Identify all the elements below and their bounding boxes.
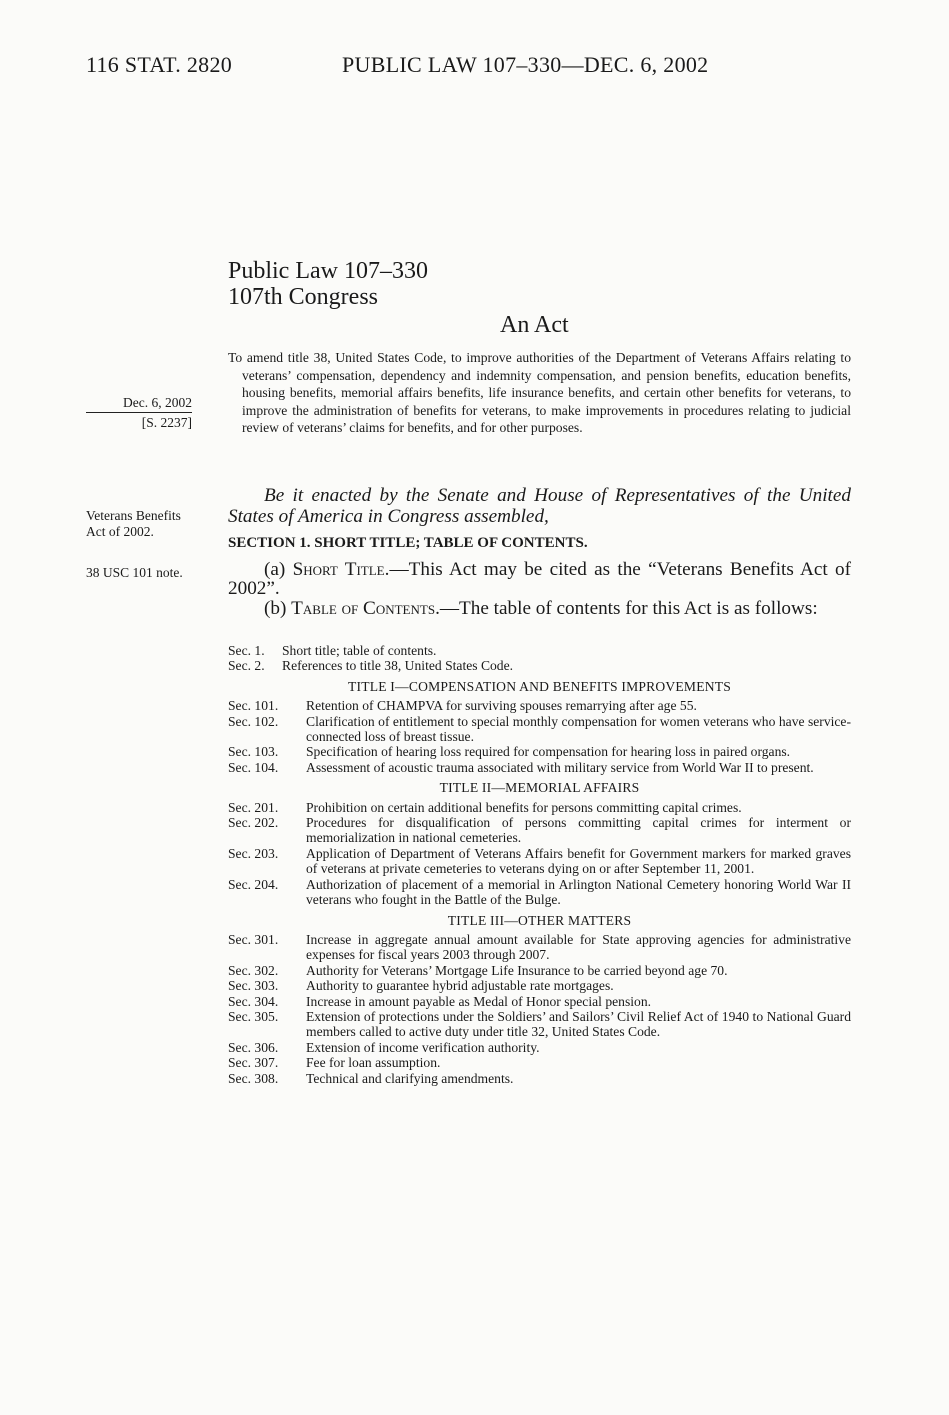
toc-entry-text: References to title 38, United States Code. bbox=[282, 658, 514, 674]
toc-entry-text: Procedures for disqualification of persons committing capital crimes for interment or memorialization in national cemeteries. bbox=[306, 815, 851, 846]
toc-entry-number: Sec. 2. bbox=[228, 658, 265, 674]
paragraph-b bbox=[228, 599, 851, 618]
margin-short-title: Veterans Benefits Act of 2002. bbox=[86, 508, 181, 539]
toc-entry-text: Technical and clarifying amendments. bbox=[306, 1070, 514, 1086]
toc-entry-text: Increase in amount payable as Medal of Honor special pension. bbox=[306, 993, 652, 1009]
toc-entry-text: Retention of CHAMPVA for surviving spouses remarrying after age 55. bbox=[306, 698, 697, 714]
margin-date: Dec. 6, 2002 bbox=[123, 395, 192, 410]
paragraph-b-text: .—The table of contents for this Act is as follows: bbox=[435, 598, 818, 619]
toc-entry-text: Authority to guarantee hybrid adjustable rate mortgages. bbox=[306, 978, 614, 994]
toc-entry-number: Sec. 103. bbox=[228, 744, 279, 760]
toc-entry-number: Sec. 201. bbox=[228, 799, 279, 815]
toc-entry-text: Application of Department of Veterans Affairs benefit for Government markers for marked graves of veterans at private cemeteries to veterans dying on or after September 11, 2001. bbox=[306, 845, 851, 877]
toc-entry-text: Short title; table of contents. bbox=[282, 643, 437, 658]
toc-entry-text: Extension of income verification authority. bbox=[306, 1039, 540, 1055]
margin-usc-note: 38 USC 101 note. bbox=[86, 565, 183, 580]
paragraph-a-caption: Short Title bbox=[292, 559, 385, 580]
toc-entry bbox=[228, 815, 851, 846]
paragraph-b-caption: Table of Contents bbox=[291, 598, 436, 619]
toc-entry bbox=[228, 978, 851, 993]
toc-entry-text: Prohibition on certain additional benefits for persons committing capital crimes. bbox=[306, 799, 742, 815]
toc-entry-text: Clarification of entitlement to special monthly compensation for women veterans who have service-connected loss of breast tissue. bbox=[306, 713, 851, 745]
congress-number: 107th Congress bbox=[228, 284, 378, 310]
toc-entry-number: Sec. 305. bbox=[228, 1008, 279, 1024]
toc-entry-text: Authorization of placement of a memorial in Arlington National Cemetery honoring World War II veterans who fought in the Battle of the Bulge. bbox=[306, 876, 851, 908]
purpose-paragraph bbox=[228, 349, 851, 437]
toc-entry-number: Sec. 104. bbox=[228, 759, 279, 775]
margin-bill-number: [S. 2237] bbox=[141, 415, 192, 430]
toc-entry-text: Specification of hearing loss required for compensation for hearing loss in paired organs. bbox=[306, 744, 791, 760]
toc-entry bbox=[228, 1009, 851, 1040]
toc-entry-number: Sec. 303. bbox=[228, 978, 279, 994]
toc-entry-text: Fee for loan assumption. bbox=[306, 1055, 441, 1071]
toc-entry bbox=[228, 1040, 851, 1055]
toc-entry-number: Sec. 102. bbox=[228, 713, 279, 729]
toc-entry bbox=[228, 877, 851, 908]
act-heading: An Act bbox=[500, 312, 569, 338]
toc-entry bbox=[228, 658, 851, 673]
toc-entry-number: Sec. 202. bbox=[228, 815, 279, 831]
toc-entry bbox=[228, 846, 851, 877]
paragraph-a-label: (a) bbox=[264, 559, 293, 580]
toc-entry-text: Increase in aggregate annual amount available for State approving agencies for administrative expenses for fiscal years 2003 through 2007. bbox=[306, 931, 851, 963]
toc-entry bbox=[228, 643, 851, 658]
toc-title-heading: TITLE III—OTHER MATTERS bbox=[447, 912, 632, 928]
toc-entry bbox=[228, 800, 851, 815]
toc-entry-number: Sec. 203. bbox=[228, 845, 279, 861]
purpose-text: To amend title 38, United States Code, to improve authorities of the Department of Veterans Affairs relating to veterans’ compensation, dependency and indemnity compensation, and pension benefits, education benefits, housing benefits, memorial affairs benefits, life insurance benefits, and certain other benefits for veterans, to improve the administration of benefits for veterans, to make improvements in procedures relating to judicial review of veterans’ claims for benefits, and for other purposes. bbox=[228, 350, 851, 436]
law-number: Public Law 107–330 bbox=[228, 258, 428, 284]
toc-title-heading: TITLE I—COMPENSATION AND BENEFITS IMPROVEMENTS bbox=[347, 678, 732, 694]
toc-entry bbox=[228, 932, 851, 963]
toc-entry bbox=[228, 744, 851, 759]
toc-entry-number: Sec. 302. bbox=[228, 962, 279, 978]
toc-entry-number: Sec. 307. bbox=[228, 1055, 279, 1071]
paragraph-b-label: (b) bbox=[264, 598, 292, 619]
title-block bbox=[228, 258, 428, 310]
toc-entry bbox=[228, 963, 851, 978]
toc-entry bbox=[228, 994, 851, 1009]
toc-entry-number: Sec. 301. bbox=[228, 931, 279, 947]
toc-entry-number: Sec. 306. bbox=[228, 1039, 279, 1055]
running-head: PUBLIC LAW 107–330—DEC. 6, 2002 bbox=[342, 52, 709, 77]
toc-entry-number: Sec. 1. bbox=[228, 643, 265, 658]
toc-entry bbox=[228, 760, 851, 775]
toc-entry bbox=[228, 714, 851, 745]
margin-rule bbox=[86, 412, 192, 413]
page-reference: 116 STAT. 2820 bbox=[86, 52, 233, 77]
enacting-clause-text: Be it enacted by the Senate and House of Representatives of the United States of America in Congress assembled, bbox=[228, 485, 851, 527]
paragraph-a bbox=[228, 560, 851, 598]
toc-entry-text: Extension of protections under the Soldiers’ and Sailors’ Civil Relief Act of 1940 to National Guard members called to active duty under title 32, United States Code. bbox=[306, 1008, 851, 1040]
toc-entry-number: Sec. 304. bbox=[228, 993, 279, 1009]
toc-entry-text: Authority for Veterans’ Mortgage Life Insurance to be carried beyond age 70. bbox=[306, 962, 728, 978]
toc-entry bbox=[228, 1071, 851, 1086]
toc-entry-number: Sec. 101. bbox=[228, 698, 279, 714]
toc-entry bbox=[228, 1055, 851, 1070]
toc-entry bbox=[228, 698, 851, 713]
toc-entry-number: Sec. 308. bbox=[228, 1070, 279, 1086]
enacting-clause bbox=[228, 485, 851, 527]
paragraph-a-text: .—This Act may be cited as the “Veterans Benefits Act of 2002”. bbox=[228, 559, 852, 599]
toc-entry-text: Assessment of acoustic trauma associated with military service from World War II to present. bbox=[306, 759, 814, 775]
table-of-contents bbox=[228, 643, 851, 1086]
toc-title-heading: TITLE II—MEMORIAL AFFAIRS bbox=[439, 780, 640, 796]
section-heading: SECTION 1. SHORT TITLE; TABLE OF CONTENTS. bbox=[228, 535, 588, 551]
toc-entry-number: Sec. 204. bbox=[228, 876, 279, 892]
